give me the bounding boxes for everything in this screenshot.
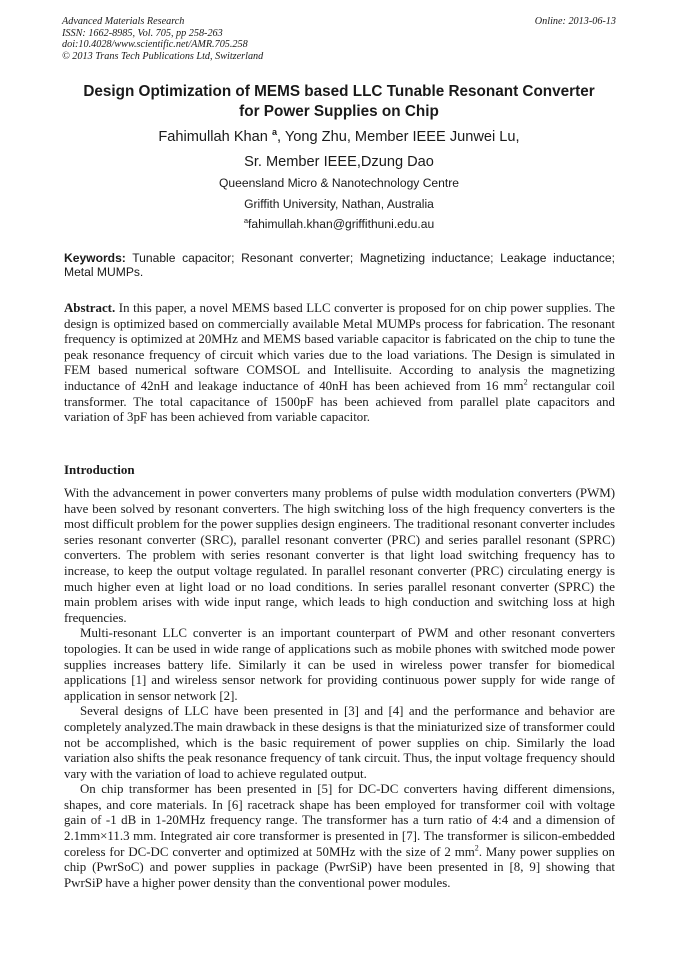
email-affil-mark: a (243, 215, 248, 225)
journal-header (62, 16, 616, 62)
title-line-1: Design Optimization of MEMS based LLC Tunable Resonant Converter (83, 83, 595, 100)
title-line-2: for Power Supplies on Chip (239, 102, 439, 120)
email-address: fahimullah.khan@griffithuni.edu.au (247, 217, 435, 231)
intro-paragraph-4 (64, 782, 615, 891)
intro-paragraph-4-superscript: 2 (474, 843, 479, 853)
intro-paragraph-4-text-2: . Many power supplies on chip (PwrSoC) and power supplies in package (PwrSiP) have been presented in [8, 9] showing that PwrSiP have a higher power density than the conventional power modules. (64, 844, 616, 890)
keywords (64, 251, 615, 280)
online-date: Online: 2013-06-13 (534, 16, 616, 27)
intro-paragraph-1: With the advancement in power converters many problems of pulse width modulation converters (PWM) have been solved by resonant converters. The high switching loss of the high frequency converters is the most difficult problem for the power supplies design engineers. The traditional resonant converter includes series resonant converter (SRC), parallel resonant converter (PRC) and series parallel resonant (SPRC) converters. The problem with series resonant converter is that light load switching frequency has to increase, to keep the output voltage regulated. In parallel resonant converter (PRC) circulating energy is much higher even at light load or no load conditions. In series parallel resonant converter (SPRC) the main problem arises with wide input range, which leads to high conduction and switching loss at high frequencies. (64, 486, 615, 625)
intro-paragraph-2: Multi-resonant LLC converter is an important counterpart of PWM and other resonant converters topologies. It can be used in wide range of applications such as mobile phones with switched mode power supplies increases battery life. Similarly it can be used in wireless power transfer for biomedical applications [1] and wireless sensor network for providing continuous power supply for wide range of application in sensor network [2]. (64, 626, 615, 703)
author-list (62, 125, 616, 175)
author-line-2: Sr. Member IEEE,Dzung Dao (244, 154, 434, 170)
abstract-text-2: rectangular coil transformer. The total capacitance of 1500pF has been achieved from parallel plate capacitors and variation of 3pF has been achieved from variable capacitor. (64, 378, 615, 425)
abstract-text-1: In this paper, a novel MEMS based LLC converter is proposed for on chip power supplies. The design is optimized based on commercially available Metal MUMPs process for fabrication. The resonant frequency is optimized at 20MHz and MEMS based variable capacitor is fabricated on the chip to tune the peak resonance frequency of circuit which varies due to the load variations. The Design is simulated in FEM based numerical software COMSOL and Intellisuite. According to analysis the magnetizing inductance of 42nH and leakage inductance of 40nH has been achieved from 16 mm (64, 301, 615, 393)
affiliation-line-2: Griffith University, Nathan, Australia (244, 197, 434, 211)
section-heading-introduction: Introduction (64, 462, 135, 477)
copyright-line: © 2013 Trans Tech Publications Ltd, Switzerland (62, 50, 264, 62)
author-email (62, 217, 616, 231)
abstract-label: Abstract. (64, 301, 116, 315)
intro-paragraph-3: Several designs of LLC have been presented in [3] and [4] and the performance and behavior are completely analyzed.The main drawback in these designs is that the miniaturized size of transformer could not be accomplished, which is the basic requirement of power supplies on chip. Similarly the load variation also shifts the peak resonance frequency of tank circuit. Thus, the input voltage frequency should vary with the variation of load to achieve regulated output. (64, 704, 615, 781)
author-line-1 (62, 125, 616, 150)
doi-line: doi:10.4028/www.scientific.net/AMR.705.258 (62, 39, 248, 51)
journal-name: Advanced Materials Research (62, 16, 185, 27)
keywords-text: Tunable capacitor; Resonant converter; Magnetizing inductance; Leakage inductance; Metal MUMPs. (64, 251, 615, 280)
abstract (64, 301, 615, 426)
keywords-label: Keywords: (64, 251, 126, 265)
author-line-1-rest: , Yong Zhu, Member IEEE Junwei Lu, (277, 129, 520, 145)
author-name: Fahimullah Khan (158, 129, 268, 145)
abstract-superscript: 2 (523, 377, 528, 387)
issn-line: ISSN: 1662-8985, Vol. 705, pp 258-263 (62, 27, 223, 39)
intro-paragraph-4-text-1: On chip transformer has been presented in [5] for DC-DC converters having different dimensions, shapes, and core materials. In [6] racetrack shape has been employed for transformer coil with voltage gain of -1 dB in 1-20MHz frequency range. The transformer has a turn ratio of 4:4 and a dimension of 2.1mm×11.3 mm. Integrated air core transformer is presented in [7]. The transformer is silicon-embedded coreless for DC-DC converter and optimized at 50MHz with the size of 2 mm (64, 782, 615, 859)
author-affil-mark: a (271, 127, 278, 138)
paper-title (62, 82, 616, 121)
introduction-body (64, 486, 615, 891)
affiliation-line-1: Queensland Micro & Nanotechnology Centre (219, 176, 459, 190)
